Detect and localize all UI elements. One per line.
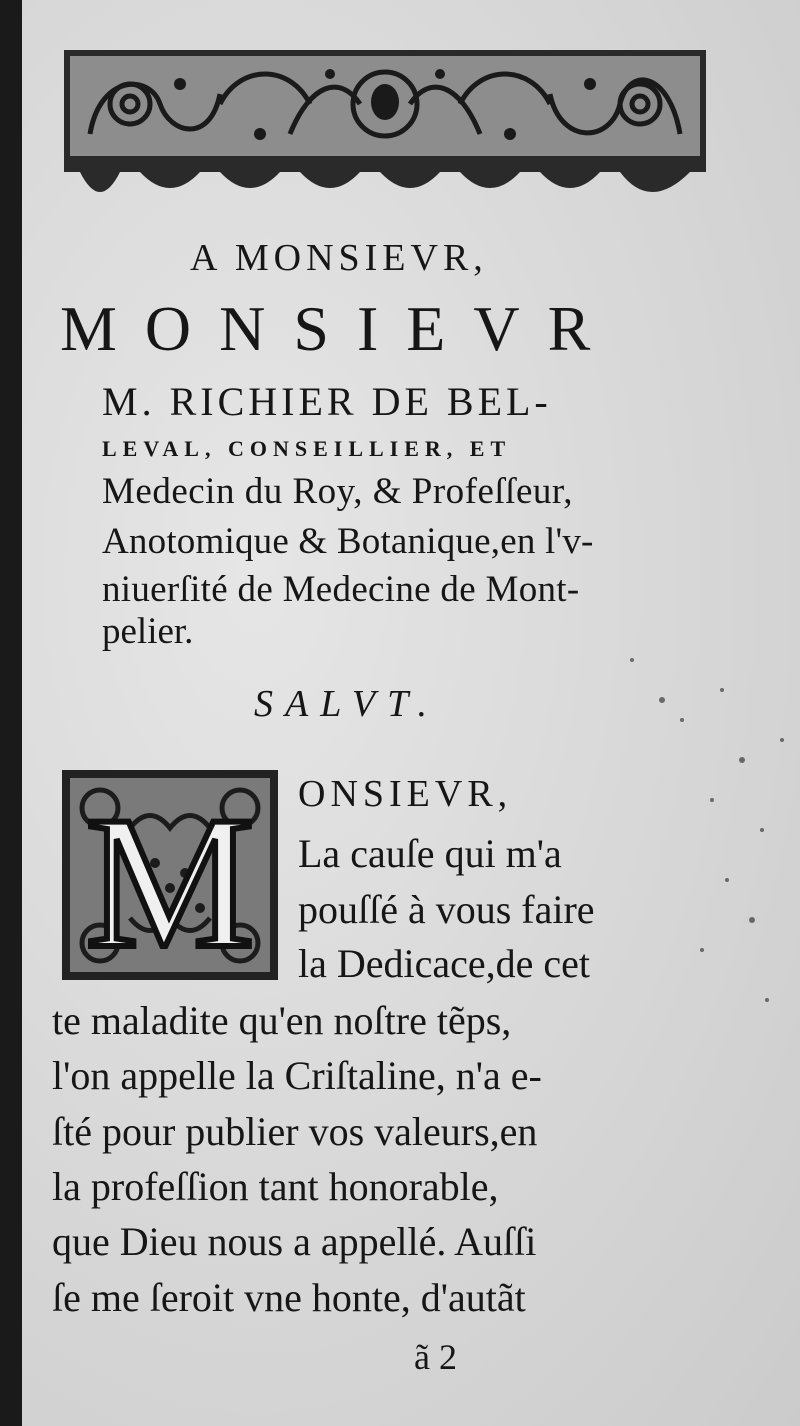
- decorated-initial-m-icon: [60, 768, 280, 982]
- heading-line-7: niuerſité de Medecine de Mont-: [102, 569, 580, 610]
- body-line-4: la Dedicace,de cet: [298, 941, 591, 986]
- heading-line-6: Anotomique & Botanique,en l'v-: [102, 521, 594, 562]
- heading-line-2: MONSIEVR: [60, 293, 619, 364]
- body-line-6: l'on appelle la Criſtaline, n'a e-: [52, 1053, 542, 1098]
- body-line-2: La cauſe qui m'a: [298, 831, 562, 876]
- body-line-5: te maladite qu'en noſtre tẽps,: [52, 998, 512, 1043]
- body-line-7: ſté pour publier vos valeurs,en: [52, 1109, 538, 1154]
- heading-line-5: Medecin du Roy, & Profeſſeur,: [102, 471, 573, 512]
- book-page: [22, 0, 800, 1426]
- ornamental-headpiece-icon: [60, 44, 710, 216]
- heading-line-3: M. RICHIER DE BEL-: [102, 379, 552, 424]
- signature-mark: ã 2: [414, 1337, 457, 1377]
- heading-line-1: A MONSIEVR,: [190, 237, 488, 279]
- initial-letter: M: [85, 778, 255, 982]
- salutation: SALVT.: [254, 683, 439, 725]
- body-line-8: la profeſſion tant honorable,: [52, 1164, 499, 1209]
- body-line-10: ſe me ſeroit vne honte, d'autãt: [52, 1275, 526, 1320]
- body-line-1: ONSIEVR,: [298, 773, 513, 815]
- heading-line-4: LEVAL, CONSEILLIER, ET: [102, 436, 512, 461]
- body-line-3: pouſſé à vous faire: [298, 887, 595, 932]
- body-line-9: que Dieu nous a appellé. Auſſi: [52, 1219, 537, 1264]
- heading-line-8: pelier.: [102, 611, 194, 652]
